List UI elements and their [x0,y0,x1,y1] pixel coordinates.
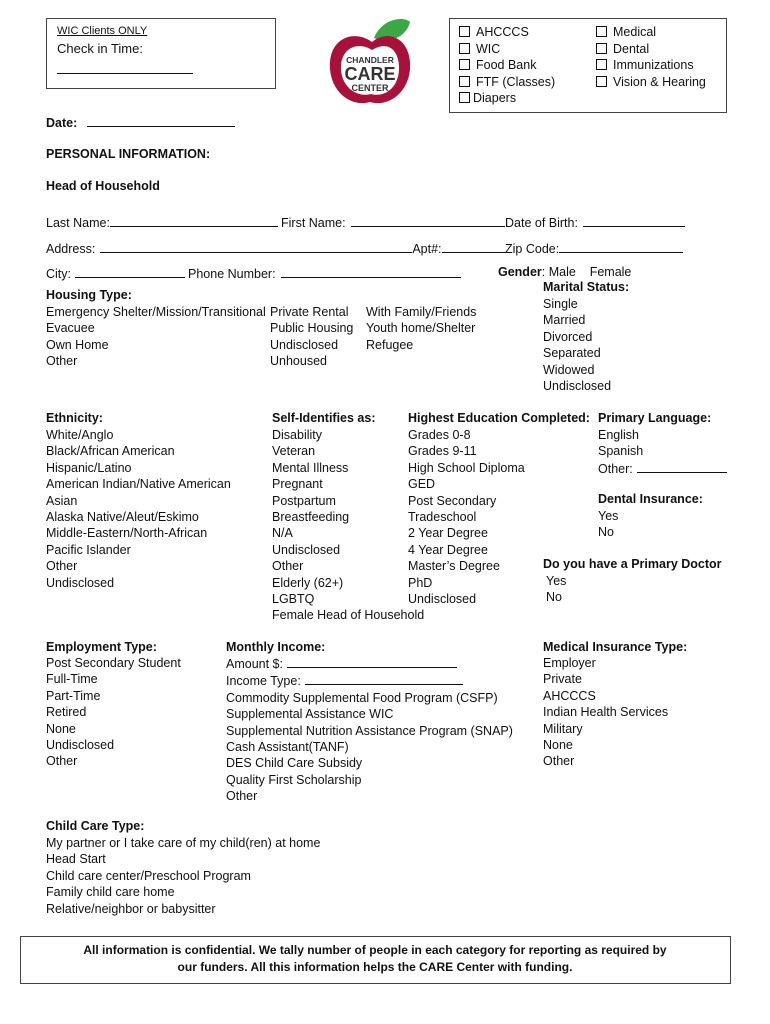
gender-row: Gender: Male Female [498,265,632,279]
checkbox-icon[interactable] [596,43,607,54]
checkbox-icon[interactable] [459,26,470,37]
list-item[interactable]: Tradeschool [408,510,477,525]
list-item[interactable]: Widowed [543,362,595,377]
list-item[interactable]: Single [543,297,578,311]
checkbox-icon[interactable] [459,76,470,87]
list-item[interactable]: No [598,525,614,540]
dob-field[interactable] [583,214,685,227]
housing-col1 [46,304,266,370]
checkbox-icon[interactable] [459,59,470,70]
list-item[interactable]: Refugee [366,337,414,352]
list-item[interactable]: Other [543,754,575,769]
education-title: Highest Education Completed: [408,411,590,425]
employment-title: Employment Type: [46,640,157,654]
list-item[interactable]: Cash Assistant(TANF) [226,740,349,755]
list-item[interactable]: Black/African American [46,444,175,459]
list-item[interactable]: Supplemental Assistance WIC [226,707,394,722]
service-vision-hearing[interactable]: Vision & Hearing [596,74,706,91]
checkbox-icon[interactable] [596,59,607,70]
list-item[interactable]: Veteran [272,444,316,459]
list-item[interactable]: N/A [272,526,293,541]
list-item[interactable]: Youth home/Shelter [366,321,476,336]
list-item[interactable]: Part-Time [46,688,101,703]
date-field[interactable] [87,114,235,127]
list-item[interactable]: Other: [598,460,727,477]
checkbox-icon[interactable] [596,26,607,37]
list-item[interactable]: Private Rental [270,305,349,319]
list-item[interactable]: Undisclosed [46,575,115,590]
list-item[interactable]: Child care center/Preschool Program [46,868,251,883]
dob-label: Date of Birth: [505,216,578,230]
address-label: Address: [46,242,96,256]
list-item[interactable]: Indian Health Services [543,705,669,720]
list-item[interactable]: PhD [408,575,433,590]
list-item[interactable]: Pacific Islander [46,542,131,557]
list-item[interactable]: Disability [272,428,323,442]
apt-field[interactable] [442,240,506,253]
child-care-list [46,835,320,917]
apt-label: Apt#: [412,242,442,256]
date-label: Date: [46,116,78,130]
list-item[interactable]: AHCCCS [543,688,596,703]
list-item[interactable]: Public Housing [270,321,354,336]
zip-label: Zip Code: [505,242,560,256]
medical-ins-title: Medical Insurance Type: [543,640,688,654]
income-title: Monthly Income: [226,640,326,654]
list-item[interactable]: Unhoused [270,354,327,369]
checkbox-icon[interactable] [459,92,470,103]
city-label: City: [46,267,71,281]
city-field[interactable] [75,265,185,278]
service-immunizations[interactable]: Immunizations [596,57,706,74]
logo-line1: CHANDLER [346,55,394,65]
list-item[interactable]: None [543,738,573,753]
list-item[interactable]: Head Start [46,852,106,867]
list-item[interactable]: Female Head of Household [272,608,425,623]
list-item[interactable]: Master’s Degree [408,559,500,574]
gender-label: Gender [498,265,542,279]
service-medical[interactable]: Medical [596,24,706,41]
address-row [46,240,506,256]
list-item[interactable]: Alaska Native/Aleut/Eskimo [46,510,199,525]
list-item[interactable]: Other [272,559,304,574]
list-item[interactable]: DES Child Care Subsidy [226,756,363,771]
footer-line2: our funders. All this information helps the CARE Center with funding. [177,960,573,974]
list-item[interactable]: Other [226,789,258,804]
list-item[interactable]: Supplemental Nutrition Assistance Program (SNAP) [226,723,513,738]
list-item[interactable]: With Family/Friends [366,305,477,319]
dob-row [505,214,685,230]
zip-row [505,240,683,256]
list-item[interactable]: No [546,590,562,605]
list-item[interactable]: Mental Illness [272,460,349,475]
dental-title: Dental Insurance: [598,492,703,506]
checkbox-icon[interactable] [459,43,470,54]
first-name-row [281,214,505,230]
list-item[interactable]: Family child care home [46,885,175,900]
ethnicity-list [46,427,231,591]
list-item[interactable]: Undisclosed [46,738,115,753]
phone-field[interactable] [281,265,461,278]
logo-line2: CARE [344,64,396,84]
list-item[interactable]: Postpartum [272,493,336,508]
checkin-field[interactable] [57,61,193,74]
list-item[interactable]: 2 Year Degree [408,526,488,541]
list-item[interactable]: GED [408,477,436,492]
list-item[interactable]: Spanish [598,444,644,459]
first-name-field[interactable] [351,214,505,227]
list-item[interactable]: Military [543,721,583,736]
personal-info-heading: PERSONAL INFORMATION: [46,147,211,161]
list-item[interactable]: Pregnant [272,477,323,492]
housing-col2 [270,304,353,370]
list-item[interactable]: Private [543,672,582,687]
footer-line1: All information is confidential. We tally number of people in each category for reporting as required by [83,943,667,957]
list-item[interactable]: Hispanic/Latino [46,460,132,475]
service-ftf[interactable]: FTF (Classes) [459,74,555,91]
list-item[interactable]: Employer [543,656,596,670]
income-type-field[interactable] [305,672,463,685]
list-item[interactable]: LGBTQ [272,592,315,607]
list-item[interactable]: High School Diploma [408,460,525,475]
first-name-label: First Name: [281,216,346,230]
list-item[interactable]: Relative/neighbor or babysitter [46,901,216,916]
income-list [226,655,513,805]
phone-row [188,265,461,281]
self-identifies-title: Self-Identifies as: [272,411,376,425]
doctor-list [546,573,566,606]
care-center-logo [326,16,416,108]
marital-list [543,296,611,394]
list-item[interactable]: Undisclosed [543,379,612,394]
list-item[interactable]: Elderly (62+) [272,575,344,590]
list-item[interactable]: Undisclosed [408,592,477,607]
list-item[interactable]: Own Home [46,337,109,352]
list-item[interactable]: Full-Time [46,672,98,687]
doctor-title: Do you have a Primary Doctor [543,557,722,571]
list-item[interactable]: Emergency Shelter/Mission/Transitional [46,305,266,319]
phone-label: Phone Number: [188,267,276,281]
medical-ins-list [543,655,668,770]
checkin-label: Check in Time: [57,41,143,56]
income-type-row: Income Type: [226,672,513,689]
list-item[interactable]: Yes [598,509,619,523]
list-item[interactable]: American Indian/Native American [46,477,231,492]
service-food-bank[interactable]: Food Bank [459,57,555,74]
list-item[interactable]: Post Secondary [408,493,497,508]
list-item[interactable]: Asian [46,493,78,508]
list-item[interactable]: Commodity Supplemental Food Program (CSFP) [226,690,498,705]
child-care-title: Child Care Type: [46,819,145,833]
language-list [598,427,727,477]
list-item[interactable]: Undisclosed [270,337,339,352]
logo-line3: CENTER [351,83,389,93]
service-diapers[interactable]: Diapers [459,90,555,107]
list-item[interactable]: Retired [46,705,87,720]
list-item[interactable]: My partner or I take care of my child(ren) at home [46,836,321,850]
list-item[interactable]: Separated [543,346,601,361]
list-item[interactable]: Quality First Scholarship [226,772,362,787]
last-name-row [46,214,278,230]
housing-col3 [366,304,476,353]
list-item[interactable]: None [46,721,76,736]
services-col2 [596,24,706,90]
language-title: Primary Language: [598,411,712,425]
list-item[interactable]: Middle-Eastern/North-African [46,526,208,541]
head-household-heading: Head of Household [46,179,160,193]
list-item[interactable]: Grades 9-11 [408,444,477,459]
list-item[interactable]: English [598,428,639,442]
income-amount-field[interactable] [287,655,457,668]
last-name-label: Last Name: [46,216,110,230]
employment-list [46,655,181,770]
city-row [46,265,185,281]
list-item[interactable]: Yes [546,574,567,588]
list-item[interactable]: Undisclosed [272,542,341,557]
language-other-field[interactable] [637,460,727,473]
list-item[interactable]: Breastfeeding [272,510,350,525]
service-wic[interactable]: WIC [459,41,555,58]
address-field[interactable] [100,240,412,253]
self-identifies-list [272,427,424,624]
last-name-field[interactable] [110,214,278,227]
list-item[interactable]: Divorced [543,329,593,344]
list-item[interactable]: Other [46,754,78,769]
list-item[interactable]: 4 Year Degree [408,542,488,557]
checkbox-icon[interactable] [596,76,607,87]
education-list [408,427,525,607]
services-col1 [459,24,555,107]
service-ahcccs[interactable]: AHCCCS [459,24,555,41]
marital-title: Marital Status: [543,280,630,294]
wic-title: WIC Clients ONLY [57,25,148,37]
list-item[interactable]: Other [46,559,78,574]
date-row [46,114,235,130]
zip-field[interactable] [559,240,683,253]
ethnicity-title: Ethnicity: [46,411,103,425]
list-item[interactable]: Other [46,354,78,369]
income-amount-row: Amount $: [226,655,513,672]
gender-options[interactable]: Male Female [548,265,632,279]
list-item[interactable]: Married [543,313,586,328]
list-item[interactable]: Grades 0-8 [408,428,471,442]
housing-title: Housing Type: [46,288,132,302]
list-item[interactable]: Evacuee [46,321,95,336]
list-item[interactable]: White/Anglo [46,428,114,442]
dental-list [598,508,618,541]
list-item[interactable]: Post Secondary Student [46,656,181,670]
service-dental[interactable]: Dental [596,41,706,58]
